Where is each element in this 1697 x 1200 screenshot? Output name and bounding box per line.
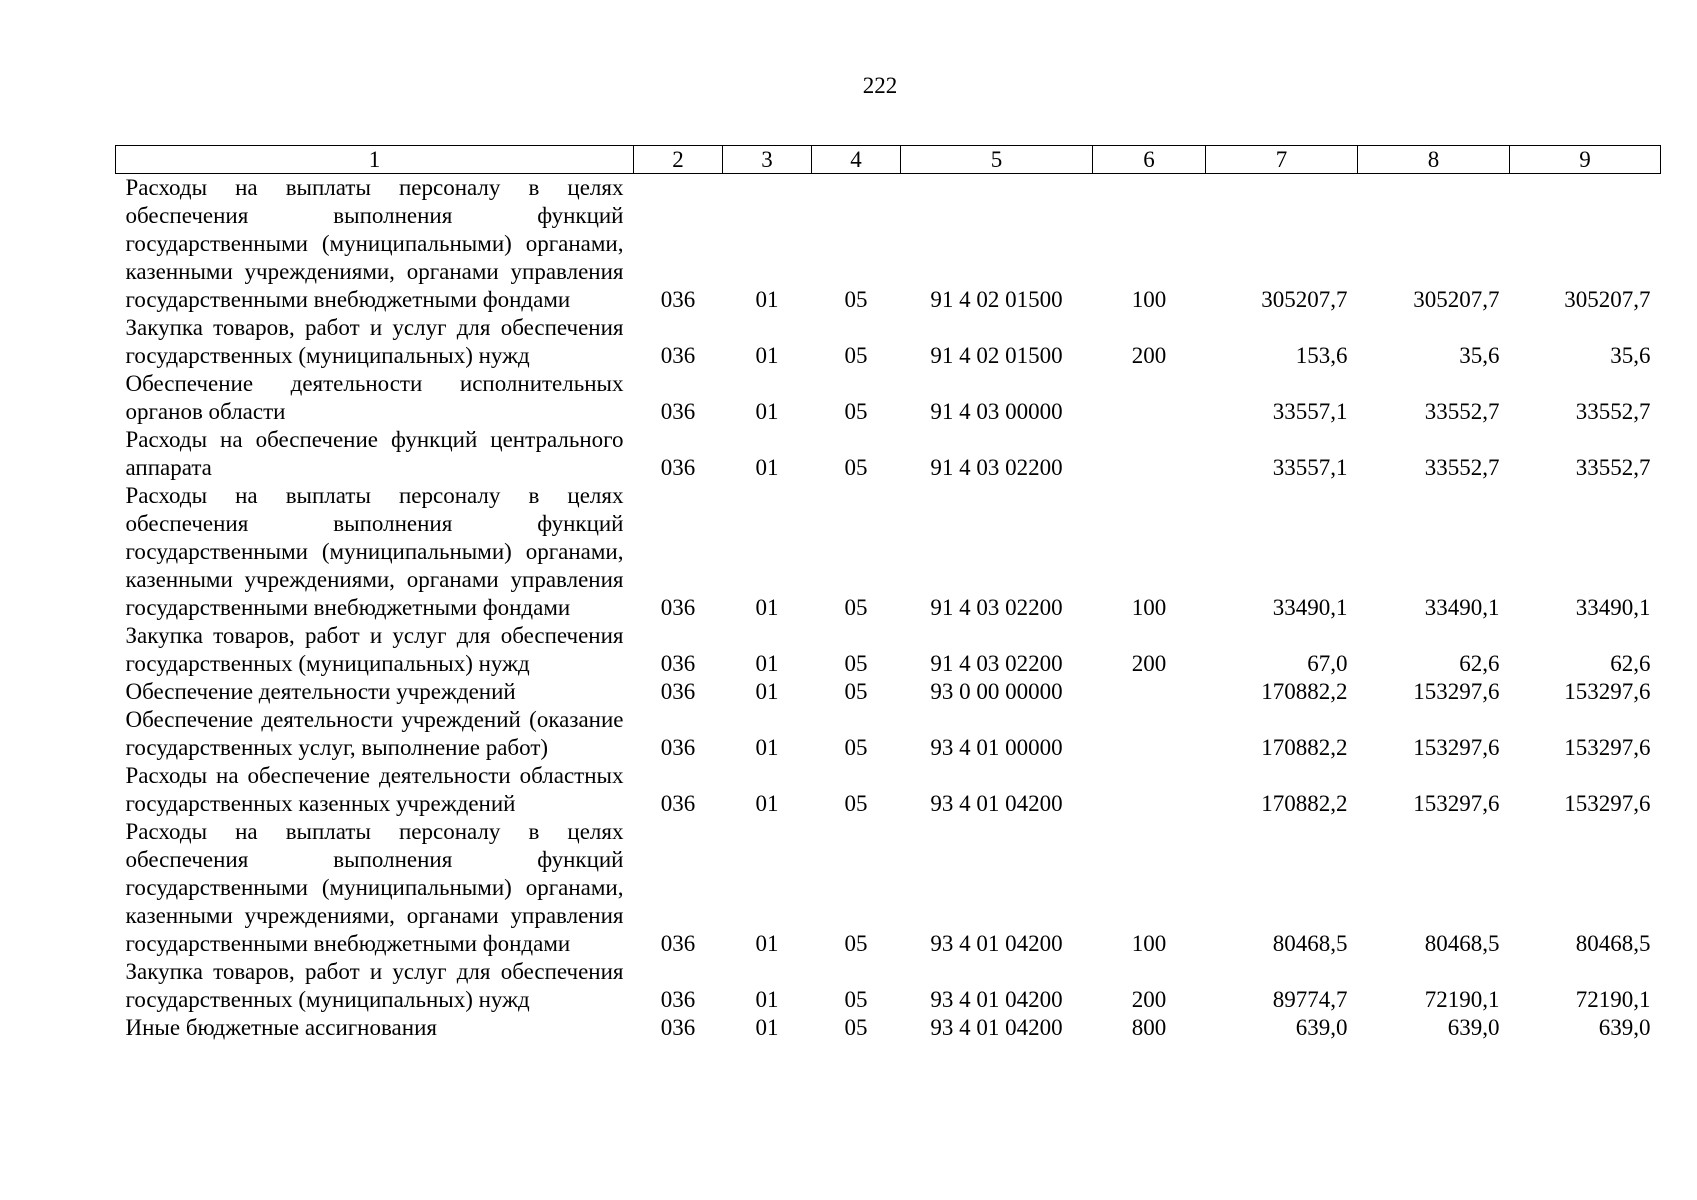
- row-ministry-code: 036: [660, 343, 696, 368]
- row-expense-type: [1093, 678, 1206, 706]
- row-ministry-code: 036: [660, 651, 696, 676]
- row-ministry-code: 036: [660, 287, 696, 312]
- row-amount-3: 33490,1: [1575, 595, 1651, 620]
- row-expense-type: 200: [1131, 343, 1167, 368]
- row-section-code: 01: [755, 399, 779, 424]
- row-section-code: 01: [755, 1015, 779, 1040]
- table-row: [116, 762, 1661, 818]
- row-amount-2: 62,6: [1459, 651, 1500, 676]
- row-amount-2: 33490,1: [1424, 595, 1500, 620]
- row-target-article: 91 4 03 02200: [930, 595, 1063, 620]
- row-amount-1: 67,0: [1307, 651, 1348, 676]
- row-ministry-code: 036: [660, 595, 696, 620]
- row-target-article: 91 4 03 00000: [930, 399, 1063, 424]
- header-cell-5: 5: [901, 146, 1093, 174]
- row-section-code: 01: [755, 343, 779, 368]
- row-amount-1: 170882,2: [1261, 735, 1348, 760]
- row-expense-type: [1093, 706, 1206, 762]
- row-amount-3: 153297,6: [1564, 735, 1651, 760]
- table-body: [116, 174, 1661, 1043]
- row-ministry-code: 036: [660, 735, 696, 760]
- row-subsection-code: 05: [844, 399, 868, 424]
- row-amount-1: 305207,7: [1261, 287, 1348, 312]
- header-cell-4: 4: [812, 146, 901, 174]
- row-expense-type: 100: [1131, 595, 1167, 620]
- table-row: [116, 622, 1661, 678]
- row-amount-2: 639,0: [1447, 1015, 1500, 1040]
- row-section-code: 01: [755, 455, 779, 480]
- row-subsection-code: 05: [844, 595, 868, 620]
- row-amount-2: 80468,5: [1424, 931, 1500, 956]
- row-expense-type: [1093, 426, 1206, 482]
- row-target-article: 91 4 02 01500: [930, 343, 1063, 368]
- row-amount-3: 33552,7: [1575, 399, 1651, 424]
- row-amount-2: 33552,7: [1424, 455, 1500, 480]
- row-expense-type: [1093, 370, 1206, 426]
- row-amount-3: 33552,7: [1575, 455, 1651, 480]
- row-target-article: 93 4 01 00000: [930, 735, 1063, 760]
- table-row: [116, 482, 1661, 622]
- row-name: Иные бюджетные ассигнования: [125, 1015, 437, 1040]
- row-amount-2: 153297,6: [1413, 791, 1500, 816]
- row-amount-3: 80468,5: [1575, 931, 1651, 956]
- budget-table: [115, 145, 1661, 1042]
- header-cell-6: 6: [1093, 146, 1206, 174]
- row-name: Обеспечение деятельности учреждений (оказание государственных услуг, выполнение работ): [125, 707, 624, 760]
- row-target-article: 91 4 03 02200: [930, 455, 1063, 480]
- header-cell-9: 9: [1510, 146, 1661, 174]
- row-section-code: 01: [755, 679, 779, 704]
- table-row: [116, 370, 1661, 426]
- table-row: [116, 314, 1661, 370]
- row-ministry-code: 036: [660, 987, 696, 1012]
- row-ministry-code: 036: [660, 679, 696, 704]
- table-row: [116, 706, 1661, 762]
- row-subsection-code: 05: [844, 987, 868, 1012]
- row-expense-type: [1093, 762, 1206, 818]
- row-amount-1: 33557,1: [1272, 455, 1348, 480]
- table-row: [116, 818, 1661, 958]
- row-amount-3: 72190,1: [1575, 987, 1651, 1012]
- row-amount-1: 170882,2: [1261, 679, 1348, 704]
- row-amount-3: 305207,7: [1564, 287, 1651, 312]
- row-target-article: 91 4 02 01500: [930, 287, 1063, 312]
- table-row: [116, 426, 1661, 482]
- row-section-code: 01: [755, 735, 779, 760]
- row-ministry-code: 036: [660, 931, 696, 956]
- row-amount-1: 80468,5: [1272, 931, 1348, 956]
- header-cell-1: 1: [116, 146, 634, 174]
- row-subsection-code: 05: [844, 455, 868, 480]
- row-amount-1: 89774,7: [1272, 987, 1348, 1012]
- row-amount-2: 33552,7: [1424, 399, 1500, 424]
- row-name: Расходы на выплаты персоналу в целях обеспечения выполнения функций государственными (муниципальными) органами, казенными учреждениями, органами управления государственными внебюджетными фондами: [125, 175, 624, 312]
- row-amount-2: 305207,7: [1413, 287, 1500, 312]
- row-ministry-code: 036: [660, 455, 696, 480]
- row-target-article: 93 4 01 04200: [930, 987, 1063, 1012]
- row-section-code: 01: [755, 651, 779, 676]
- row-name: Закупка товаров, работ и услуг для обеспечения государственных (муниципальных) нужд: [125, 959, 624, 1012]
- row-target-article: 93 0 00 00000: [930, 679, 1063, 704]
- row-name: Обеспечение деятельности учреждений: [125, 679, 516, 704]
- row-subsection-code: 05: [844, 1015, 868, 1040]
- row-section-code: 01: [755, 987, 779, 1012]
- row-section-code: 01: [755, 791, 779, 816]
- row-subsection-code: 05: [844, 651, 868, 676]
- table-header: [116, 146, 1661, 174]
- row-expense-type: 100: [1131, 287, 1167, 312]
- row-amount-2: 153297,6: [1413, 735, 1500, 760]
- header-cell-3: 3: [723, 146, 812, 174]
- row-name: Закупка товаров, работ и услуг для обеспечения государственных (муниципальных) нужд: [125, 315, 624, 368]
- row-subsection-code: 05: [844, 931, 868, 956]
- table-row: [116, 1014, 1661, 1042]
- row-amount-2: 153297,6: [1413, 679, 1500, 704]
- row-expense-type: 200: [1131, 651, 1167, 676]
- row-section-code: 01: [755, 595, 779, 620]
- row-ministry-code: 036: [660, 399, 696, 424]
- row-amount-1: 639,0: [1295, 1015, 1348, 1040]
- row-amount-3: 153297,6: [1564, 679, 1651, 704]
- header-row: [116, 146, 1661, 174]
- header-cell-8: 8: [1358, 146, 1510, 174]
- row-amount-2: 35,6: [1459, 343, 1500, 368]
- row-amount-3: 639,0: [1598, 1015, 1651, 1040]
- row-section-code: 01: [755, 931, 779, 956]
- row-ministry-code: 036: [660, 791, 696, 816]
- row-subsection-code: 05: [844, 735, 868, 760]
- row-name: Обеспечение деятельности исполнительных органов области: [125, 371, 624, 424]
- row-amount-3: 62,6: [1610, 651, 1651, 676]
- row-subsection-code: 05: [844, 287, 868, 312]
- row-name: Расходы на обеспечение деятельности областных государственных казенных учреждений: [125, 763, 624, 816]
- row-ministry-code: 036: [660, 1015, 696, 1040]
- row-amount-2: 72190,1: [1424, 987, 1500, 1012]
- table-row: [116, 678, 1661, 706]
- row-amount-1: 153,6: [1295, 343, 1348, 368]
- header-cell-2: 2: [634, 146, 723, 174]
- row-expense-type: 100: [1131, 931, 1167, 956]
- table-row: [116, 174, 1661, 315]
- row-target-article: 93 4 01 04200: [930, 931, 1063, 956]
- row-name: Расходы на выплаты персоналу в целях обеспечения выполнения функций государственными (муниципальными) органами, казенными учреждениями, органами управления государственными внебюджетными фондами: [125, 819, 624, 956]
- row-subsection-code: 05: [844, 791, 868, 816]
- row-amount-1: 33557,1: [1272, 399, 1348, 424]
- row-name: Расходы на выплаты персоналу в целях обеспечения выполнения функций государственными (муниципальными) органами, казенными учреждениями, органами управления государственными внебюджетными фондами: [125, 483, 624, 620]
- row-target-article: 91 4 03 02200: [930, 651, 1063, 676]
- table-row: [116, 958, 1661, 1014]
- row-expense-type: 800: [1131, 1015, 1167, 1040]
- row-target-article: 93 4 01 04200: [930, 791, 1063, 816]
- row-amount-3: 153297,6: [1564, 791, 1651, 816]
- row-section-code: 01: [755, 287, 779, 312]
- row-amount-3: 35,6: [1610, 343, 1651, 368]
- row-expense-type: 200: [1131, 987, 1167, 1012]
- row-subsection-code: 05: [844, 679, 868, 704]
- row-amount-1: 33490,1: [1272, 595, 1348, 620]
- row-name: Закупка товаров, работ и услуг для обеспечения государственных (муниципальных) нужд: [125, 623, 624, 676]
- row-subsection-code: 05: [844, 343, 868, 368]
- row-target-article: 93 4 01 04200: [930, 1015, 1063, 1040]
- row-amount-1: 170882,2: [1261, 791, 1348, 816]
- header-cell-7: 7: [1206, 146, 1358, 174]
- page-number: 222: [862, 73, 898, 98]
- row-name: Расходы на обеспечение функций центрального аппарата: [125, 427, 624, 480]
